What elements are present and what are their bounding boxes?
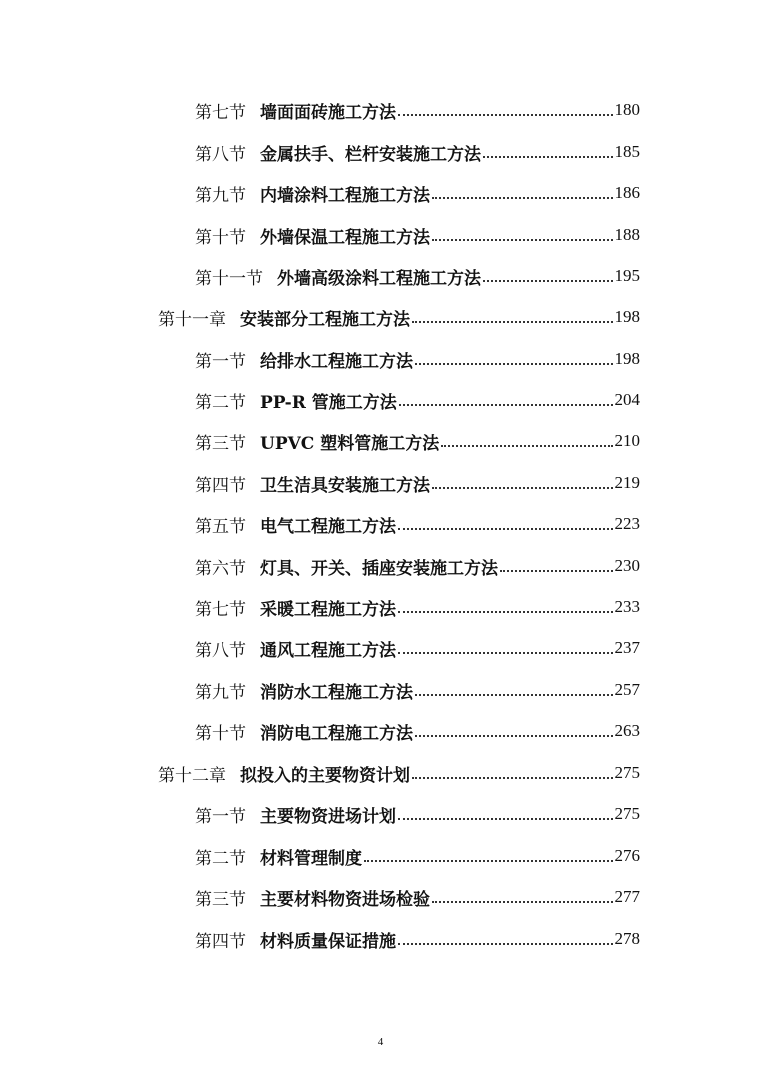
toc-entry-title: 给排水工程施工方法 (260, 351, 413, 372)
toc-entry-number: 第二节 (195, 392, 246, 413)
toc-entry-page: 230 (614, 556, 640, 575)
toc-entry-page: 223 (614, 514, 640, 533)
toc-entry-number: 第一节 (195, 806, 246, 827)
page-number: 4 (377, 1036, 384, 1048)
toc-entry-page: 210 (614, 431, 640, 450)
toc-entry-page: 237 (614, 638, 640, 657)
toc-entry-number: 第八节 (195, 144, 246, 165)
toc-entry-number: 第九节 (195, 185, 246, 206)
toc-entry-title: 通风工程施工方法 (260, 640, 396, 661)
toc-entry-page: 257 (614, 680, 640, 699)
toc-entry-title: 主要材料物资进场检验 (260, 889, 430, 910)
toc-entry-page: 185 (614, 142, 640, 161)
toc-entry[interactable] (195, 426, 640, 456)
toc-entry-number: 第七节 (195, 102, 246, 123)
toc-entry-page: 195 (614, 266, 640, 285)
toc-entry-title: 材料质量保证措施 (260, 931, 396, 952)
toc-entry-number: 第十节 (195, 227, 246, 248)
toc-entry-number: 第十二章 (158, 765, 226, 786)
toc-entry[interactable] (195, 261, 640, 291)
toc-entry-title: 外墙高级涂料工程施工方法 (277, 268, 481, 289)
dot-leader (432, 239, 613, 241)
dot-leader (398, 818, 613, 820)
toc-entry-number: 第三节 (195, 889, 246, 910)
dot-leader (432, 487, 613, 489)
dot-leader (500, 570, 613, 572)
toc-entry-title: 电气工程施工方法 (260, 516, 396, 537)
toc-entry-page: 186 (614, 183, 640, 202)
toc-entry-page: 198 (614, 349, 640, 368)
toc-entry[interactable] (195, 385, 640, 415)
toc-entry-page: 275 (614, 804, 640, 823)
dot-leader (415, 694, 613, 696)
dot-leader (398, 943, 613, 945)
toc-entry-number: 第四节 (195, 931, 246, 952)
dot-leader (432, 901, 613, 903)
dot-leader (415, 735, 613, 737)
toc-entry-number: 第八节 (195, 640, 246, 661)
toc-entry-page: 275 (614, 763, 640, 782)
toc-entry-title: 内墙涂料工程施工方法 (260, 185, 430, 206)
toc-entry[interactable] (195, 178, 640, 208)
dot-leader (364, 860, 613, 862)
toc-entry-number: 第五节 (195, 516, 246, 537)
dot-leader (398, 528, 613, 530)
toc-entry[interactable] (195, 592, 640, 622)
toc-entry[interactable] (195, 220, 640, 250)
toc-entry-title: 采暖工程施工方法 (260, 599, 396, 620)
toc-entry[interactable] (195, 633, 640, 663)
toc-entry-page: 180 (614, 100, 640, 119)
toc-entry[interactable] (195, 344, 640, 374)
dot-leader (483, 156, 613, 158)
toc-entry-title: 拟投入的主要物资计划 (240, 765, 410, 786)
toc-entry-number: 第十一章 (158, 309, 226, 330)
dot-leader (483, 280, 613, 282)
toc-entry-title: 材料管理制度 (260, 848, 362, 869)
toc-entry-title: 主要物资进场计划 (260, 806, 396, 827)
toc-entry-page: 276 (614, 846, 640, 865)
toc-entry-number: 第十节 (195, 723, 246, 744)
toc-entry[interactable] (195, 137, 640, 167)
toc-entry-title: 消防水工程施工方法 (260, 682, 413, 703)
toc-entry-title: UPVC 塑料管施工方法 (260, 433, 440, 454)
toc-entry-title: 安装部分工程施工方法 (240, 309, 410, 330)
toc-entry-number: 第七节 (195, 599, 246, 620)
dot-leader (415, 363, 613, 365)
toc-entry-number: 第一节 (195, 351, 246, 372)
toc-entry[interactable] (195, 799, 640, 829)
toc-entry[interactable] (195, 551, 640, 581)
toc-entry-page: 233 (614, 597, 640, 616)
toc-entry-title: PP-R 管施工方法 (260, 392, 397, 413)
toc-entry[interactable] (195, 882, 640, 912)
toc-entry-number: 第四节 (195, 475, 246, 496)
toc-entry[interactable] (195, 675, 640, 705)
toc-entry-page: 278 (614, 929, 640, 948)
toc-entry-title: 外墙保温工程施工方法 (260, 227, 430, 248)
dot-leader (398, 114, 613, 116)
dot-leader (398, 652, 613, 654)
toc-entry-page: 198 (614, 307, 640, 326)
toc-entry-page: 188 (614, 225, 640, 244)
toc-entry-number: 第九节 (195, 682, 246, 703)
toc-chapter-entry[interactable] (158, 758, 640, 788)
toc-entry-number: 第六节 (195, 558, 246, 579)
toc-entry-page: 263 (614, 721, 640, 740)
dot-leader (441, 445, 612, 447)
dot-leader (399, 404, 613, 406)
toc-entry-number: 第三节 (195, 433, 246, 454)
toc-entry[interactable] (195, 716, 640, 746)
toc-entry-page: 219 (614, 473, 640, 492)
dot-leader (412, 777, 613, 779)
dot-leader (432, 197, 613, 199)
toc-entry-title: 金属扶手、栏杆安装施工方法 (260, 144, 481, 165)
toc-entry[interactable] (195, 95, 640, 125)
toc-entry-title: 墙面面砖施工方法 (260, 102, 396, 123)
toc-entry[interactable] (195, 841, 640, 871)
toc-entry[interactable] (195, 468, 640, 498)
toc-entry-title: 灯具、开关、插座安装施工方法 (260, 558, 498, 579)
toc-chapter-entry[interactable] (158, 302, 640, 332)
toc-entry-page: 277 (614, 887, 640, 906)
toc-entry-number: 第十一节 (195, 268, 263, 289)
dot-leader (412, 321, 613, 323)
toc-entry-number: 第二节 (195, 848, 246, 869)
toc-entry[interactable] (195, 924, 640, 954)
toc-entry-page: 204 (614, 390, 640, 409)
toc-entry[interactable] (195, 509, 640, 539)
toc-entry-title: 卫生洁具安装施工方法 (260, 475, 430, 496)
toc-entry-title: 消防电工程施工方法 (260, 723, 413, 744)
dot-leader (398, 611, 613, 613)
